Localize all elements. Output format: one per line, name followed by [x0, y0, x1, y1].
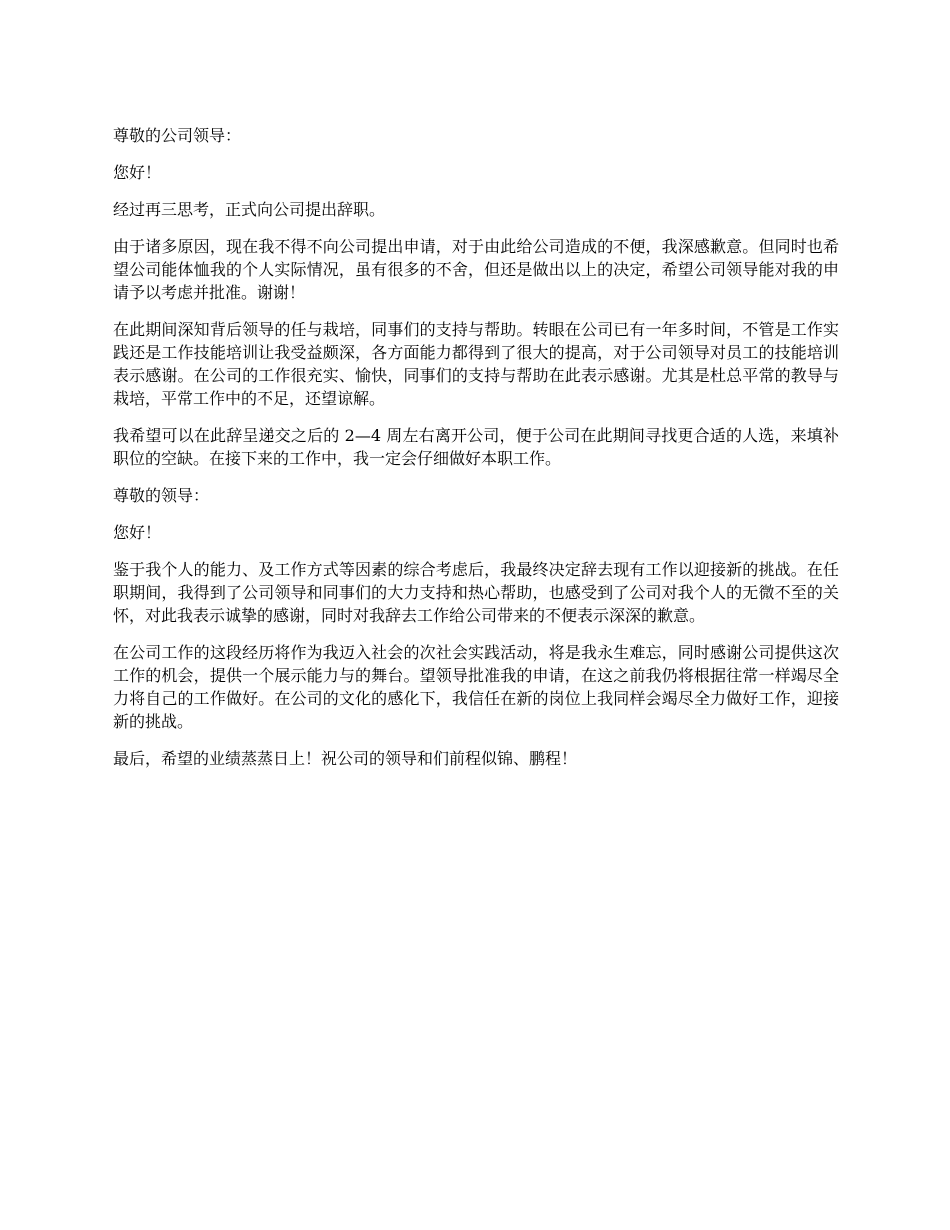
experience-paragraph: 在公司工作的这段经历将作为我迈入社会的次社会实践活动，将是我永生难忘，同时感谢公司提供这次工作的机会，提供一个展示能力与的舞台。望领导批准我的申请，在这之前我仍将根据往常一样竭尽全力将自己的工作做好。在公司的文化的感化下，我信任在新的岗位上我同样会竭尽全力做好工作，迎接新的挑战。: [113, 643, 839, 731]
decision-paragraph: 鉴于我个人的能力、及工作方式等因素的综合考虑后，我最终决定辞去现有工作以迎接新的挑战。在任职期间，我得到了公司领导和同事们的大力支持和热心帮助，也感受到了公司对我个人的无微不至的关怀，对此我表示诚挚的感谢，同时对我辞去工作给公司带来的不便表示深深的歉意。: [113, 560, 839, 625]
resignation-statement: 经过再三思考，正式向公司提出辞职。: [113, 200, 386, 219]
letter-body: [113, 124, 839, 784]
greeting: 您好！: [113, 163, 162, 182]
salutation-leader: 尊敬的领导：: [113, 486, 210, 505]
departure-plan-paragraph: 我希望可以在此辞呈递交之后的 2—4 周左右离开公司，便于公司在此期间寻找更合适的人选，来填补职位的空缺。在接下来的工作中，我一定会仔细做好本职工作。: [113, 426, 839, 468]
reason-paragraph: 由于诸多原因，现在我不得不向公司提出申请，对于由此给公司造成的不便，我深感歉意。但同时也希望公司能体恤我的个人实际情况，虽有很多的不舍，但还是做出以上的决定，希望公司领导能对我的申请予以考虑并批准。谢谢！: [113, 237, 839, 302]
gratitude-paragraph: 在此期间深知背后领导的任与栽培，同事们的支持与帮助。转眼在公司已有一年多时间，不管是工作实践还是工作技能培训让我受益颇深，各方面能力都得到了很大的提高，对于公司领导对员工的技能培训表示感谢。在公司的工作很充实、愉快，同事们的支持与帮助在此表示感谢。尤其是杜总平常的教导与栽培，平常工作中的不足，还望谅解。: [113, 320, 839, 408]
closing-wishes: 最后，希望的业绩蒸蒸日上！祝公司的领导和们前程似锦、鹏程！: [113, 749, 578, 768]
greeting-second: 您好！: [113, 523, 162, 542]
salutation-company: 尊敬的公司领导：: [113, 126, 242, 145]
